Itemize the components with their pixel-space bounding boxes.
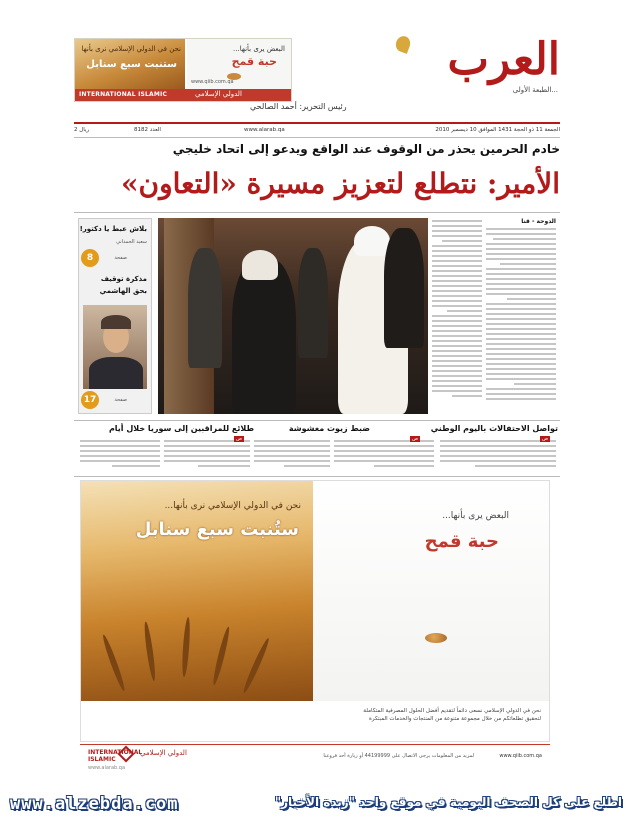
bank-advertisement[interactable] xyxy=(80,480,550,742)
main-headline[interactable]: الأمير: نتطلع لتعزيز مسيرة «التعاون» xyxy=(121,167,560,200)
right-col-label: الدوحة - قنا xyxy=(521,218,556,225)
logo-word: العرب xyxy=(447,34,560,85)
masthead-rule xyxy=(74,122,560,124)
top-ad-brand-ar: الدولي الإسلامي xyxy=(195,90,242,98)
ad-right-line2: حبة قمح xyxy=(424,531,499,552)
section2-tag: ص xyxy=(412,436,419,442)
wheat-stalk-icon xyxy=(211,626,231,686)
sections-divider xyxy=(74,420,560,421)
teaser2-portrait xyxy=(83,305,147,389)
top-ad-right-line2: حبة قمح xyxy=(231,55,277,68)
ad-brand-en-1: INTERNATIONAL xyxy=(88,749,143,756)
ad-brand-en-2: ISLAMIC xyxy=(88,756,116,763)
middle-article-column[interactable] xyxy=(432,218,482,414)
top-ad-line2: ستنبت سبع سنابل xyxy=(86,59,177,70)
top-advertisement[interactable] xyxy=(74,38,292,102)
ad-grain-panel xyxy=(313,481,549,701)
ad-body-line1: نحن في الدولي الإسلامي نسعى دائماً لتقديم أفضل الحلول المصرفية المتكاملة xyxy=(363,708,541,714)
ad-left-line1: نحن في الدولي الإسلامي نرى بأنها... xyxy=(164,501,301,511)
photo-figure-3 xyxy=(188,248,222,368)
promo-site-link[interactable]: www.alzebda.com xyxy=(10,794,179,814)
ad-wheat-panel xyxy=(81,481,313,701)
teaser1-author: سعيد الحمداني xyxy=(116,239,147,245)
section-head-3[interactable]: طلائع للمراقبين إلى سوريا خلال أيام xyxy=(108,424,254,433)
ad-footer-site: www.alarab.qa xyxy=(88,765,126,771)
ad-body-text xyxy=(101,707,541,723)
logo-tagline: ...الطبعة الأولى xyxy=(512,86,558,94)
section3-tag: ص xyxy=(236,436,243,442)
ad-body-line2: لتحقيق تطلعاتكم من خلال مجموعة متنوعة من المنتجات والخدمات المبتكرة xyxy=(369,716,541,722)
section-head-1[interactable]: تواصل الاحتفالات باليوم الوطني xyxy=(430,424,558,433)
masthead xyxy=(74,34,560,108)
photo-figure-5 xyxy=(384,228,424,348)
wheat-stalk-icon xyxy=(101,634,127,692)
right-col-lines xyxy=(486,228,556,403)
wheat-stalk-icon xyxy=(181,617,191,677)
section-head-2[interactable]: ضبط زيوت مغشوشة xyxy=(288,424,370,433)
portrait-suit xyxy=(89,357,143,389)
top-ad-url: www.qiib.com.qa xyxy=(191,79,234,85)
section3a-lines xyxy=(164,440,250,470)
dateline-issue: العدد 8182 xyxy=(134,127,161,133)
section1-tag: ص xyxy=(542,436,549,442)
dateline-date: الجمعة 11 ذو الحجة 1431 الموافق 10 ديسمبر 2010 xyxy=(435,127,560,133)
promo-message: اطلع على كل الصحف اليومية في موقع واحد "زبدة الأخبار" xyxy=(274,795,622,809)
headline-divider xyxy=(74,212,560,213)
right-article-column[interactable] xyxy=(486,218,556,414)
dateline-site: www.alarab.qa xyxy=(244,127,285,133)
kicker[interactable]: خادم الحرمين يحذر من الوقوف عند الواقع ويدعو إلى اتحاد خليجي xyxy=(172,142,560,156)
photo-figure-2 xyxy=(232,258,296,414)
promo-banner[interactable] xyxy=(0,788,632,818)
top-ad-right xyxy=(187,39,291,89)
dateline-price: 2 ريال xyxy=(74,127,90,133)
teaser1-title[interactable]: بلاش عبط يا دكتور! xyxy=(79,225,147,233)
main-news-photo[interactable] xyxy=(158,218,428,414)
ad-divider xyxy=(74,476,560,477)
ad-right-line1: البعض يرى بأنها... xyxy=(442,511,509,521)
portrait-hair xyxy=(101,315,131,329)
ad-left-line2: ستُنبت سبع سنابل xyxy=(135,519,299,540)
section2b-lines xyxy=(254,440,330,470)
ad-contact-info: لمزيد من المعلومات يرجى الاتصال على 44199999 أو زيارة أحد فروعنا xyxy=(323,753,474,759)
dateline xyxy=(74,126,560,136)
editor-line: رئيس التحرير: أحمد الصالحي xyxy=(250,102,347,111)
ad-brand-ar: الدولي الإسلامي xyxy=(140,749,187,757)
section2a-lines xyxy=(334,440,434,470)
wheat-grain-icon xyxy=(425,633,447,643)
section3b-lines xyxy=(80,440,160,470)
ad-brand-strip[interactable] xyxy=(80,744,550,770)
top-ad-brand-bar xyxy=(75,89,291,101)
teaser1-page-badge: 8 xyxy=(81,249,99,267)
photo-headdress-2 xyxy=(242,250,278,280)
teaser2-title-b[interactable]: بحق الهاشمي xyxy=(99,287,147,295)
photo-headdress-1 xyxy=(354,226,390,256)
wheat-stalk-icon xyxy=(143,621,157,681)
ad-brand-en xyxy=(88,749,142,763)
dateline-divider xyxy=(74,137,560,138)
teaser2-page-label: صفحة xyxy=(114,397,127,403)
photo-figure-4 xyxy=(298,248,328,358)
top-ad-brand-en: INTERNATIONAL ISLAMIC xyxy=(79,91,168,98)
teaser2-title[interactable]: مذكرة توقيف xyxy=(100,275,147,283)
wheat-stalk-icon xyxy=(241,637,271,694)
teaser1-page-label: صفحة xyxy=(114,255,127,261)
section1-lines xyxy=(440,440,556,470)
top-ad-right-line1: البعض يرى بأنها... xyxy=(233,45,285,53)
newspaper-logo[interactable] xyxy=(360,34,560,100)
wheat-image xyxy=(75,39,185,89)
teaser2-page-badge: 17 xyxy=(81,391,99,409)
ad-url[interactable]: www.qiib.com.qa xyxy=(499,753,542,759)
top-ad-line1: نحن في الدولي الإسلامي نرى بأنها xyxy=(81,45,181,53)
side-teaser-panel xyxy=(78,218,152,414)
middle-col-lines xyxy=(432,220,482,400)
